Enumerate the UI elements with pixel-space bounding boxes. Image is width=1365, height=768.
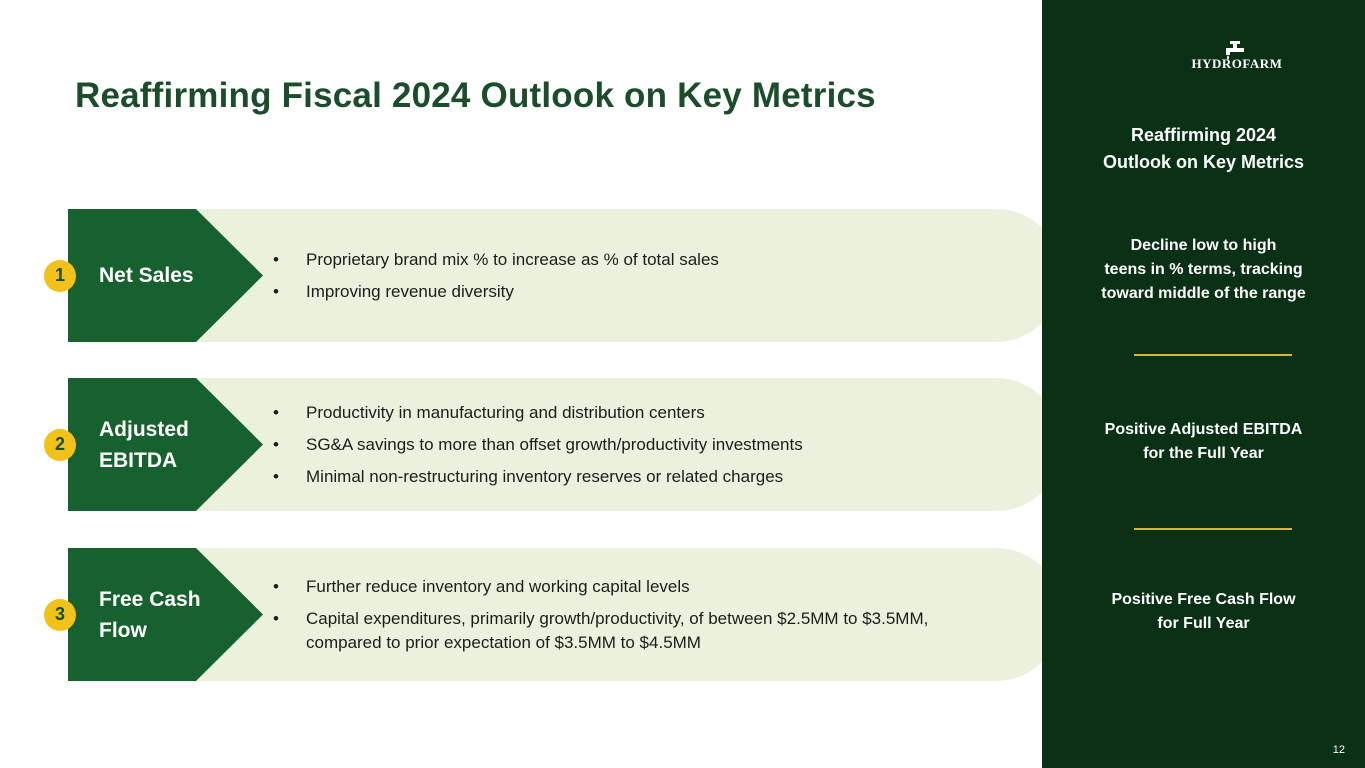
metric-number-badge: 2 — [44, 429, 76, 461]
metric-number-badge: 3 — [44, 599, 76, 631]
metric-number-badge: 1 — [44, 260, 76, 292]
sidebar-heading-line: Reaffirming 2024 — [1130, 125, 1277, 145]
sidebar-divider — [1134, 528, 1292, 530]
metric-bullet: • Capital expenditures, primarily growth/productivity, of between $2.5MM to $3.5MM, compared to prior expectation of $3.5MM to $4.5MM — [273, 607, 1033, 655]
metric-label — [99, 209, 239, 342]
metric-label — [99, 548, 239, 681]
metric-label-line: Flow — [99, 618, 147, 642]
outlook-line: for the Full Year — [1143, 445, 1264, 462]
hydrofarm-logo — [1182, 40, 1292, 74]
outlook-line: Positive Free Cash Flow — [1111, 591, 1296, 608]
metric-bullet: • Minimal non-restructuring inventory reserves or related charges — [273, 465, 1033, 489]
outlook-line: for Full Year — [1157, 615, 1250, 632]
outlook-net-sales — [1042, 234, 1365, 306]
metric-row-free-cash-flow — [54, 548, 1062, 681]
outlook-line: Decline low to high — [1130, 237, 1277, 254]
page-title: Reaffirming Fiscal 2024 Outlook on Key Metrics — [75, 76, 876, 115]
metric-row-adjusted-ebitda — [54, 378, 1062, 511]
metric-bullet-list — [273, 378, 1033, 511]
outlook-free-cash-flow — [1042, 588, 1365, 636]
metric-label-line: Net Sales — [99, 264, 194, 287]
sidebar-heading-line: Outlook on Key Metrics — [1102, 152, 1305, 172]
metric-label-line: EBITDA — [99, 448, 178, 472]
outlook-sidebar — [1042, 0, 1365, 768]
metric-bullet: • Further reduce inventory and working capital levels — [273, 575, 1033, 599]
metric-bullet: • Proprietary brand mix % to increase as % of total sales — [273, 248, 1033, 272]
sidebar-divider — [1134, 354, 1292, 356]
metric-row-net-sales — [54, 209, 1062, 342]
metric-bullet: • Productivity in manufacturing and distribution centers — [273, 401, 1033, 425]
page-number: 12 — [1332, 744, 1345, 756]
metric-bullet: • SG&A savings to more than offset growth/productivity investments — [273, 433, 1033, 457]
metric-bullet-list — [273, 548, 1033, 681]
outlook-line: teens in % terms, tracking — [1104, 261, 1303, 278]
outlook-line: Positive Adjusted EBITDA — [1104, 421, 1303, 438]
outlook-line: toward middle of the range — [1101, 285, 1306, 302]
metric-label-line: Free Cash — [99, 587, 201, 611]
logo-wordmark: HYDROFARM — [1191, 56, 1283, 71]
metric-label — [99, 378, 239, 511]
outlook-adjusted-ebitda — [1042, 418, 1365, 466]
metric-bullet-list — [273, 209, 1033, 342]
metric-label-line: Adjusted — [99, 417, 189, 441]
sidebar-heading — [1042, 122, 1365, 176]
metric-bullet: • Improving revenue diversity — [273, 280, 1033, 304]
